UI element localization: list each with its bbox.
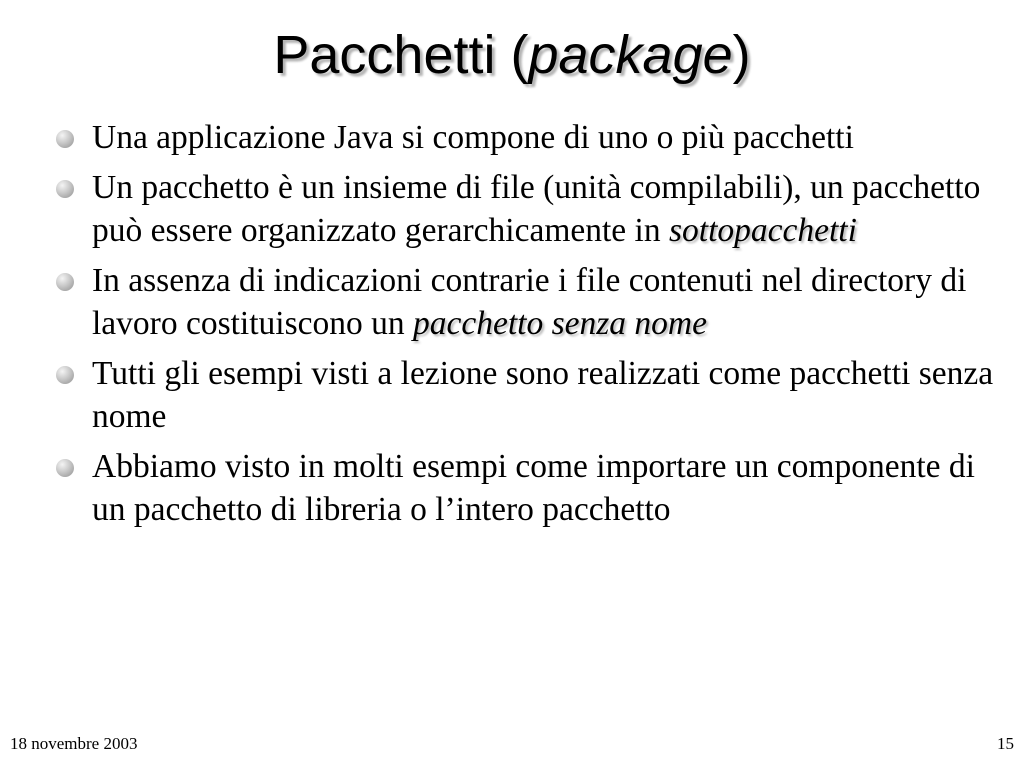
page-number: 15 [997,734,1014,753]
bullet-text: Abbiamo visto in molti esempi come importare un componente di un pacchetto di libreria o l’intero pacchetto [92,448,975,528]
bullet-emphasis: pacchetto senza nome [413,305,707,342]
bullet-item [0,445,1000,531]
bullet-item [0,116,1000,159]
bullet-item [0,259,1000,345]
slide-title [0,22,1024,88]
slide-title-italic: package [528,25,733,85]
bullet-item [0,352,1000,438]
bullet-dot-icon [56,366,74,384]
bullet-dot-icon [56,273,74,291]
bullet-emphasis: sottopacchetti [668,212,857,249]
bullet-text: In assenza di indicazioni contrarie i file contenuti nel directory di lavoro costituiscono un [92,262,967,342]
slide-title-close: ) [732,25,751,85]
footer-date: 18 novembre 2003 [10,734,138,753]
bullet-dot-icon [56,180,74,198]
bullet-list [0,116,1000,538]
bullet-text: Tutti gli esempi visti a lezione sono realizzati come pacchetti senza nome [92,355,994,435]
bullet-text: Un pacchetto è un insieme di file (unità compilabili), un pacchetto può essere organizzato gerarchicamente in [92,169,981,249]
bullet-text: Una applicazione Java si compone di uno o più pacchetti [92,119,854,156]
bullet-dot-icon [56,130,74,148]
slide-title-main: Pacchetti ( [273,25,529,85]
bullet-dot-icon [56,459,74,477]
bullet-item [0,166,1000,252]
